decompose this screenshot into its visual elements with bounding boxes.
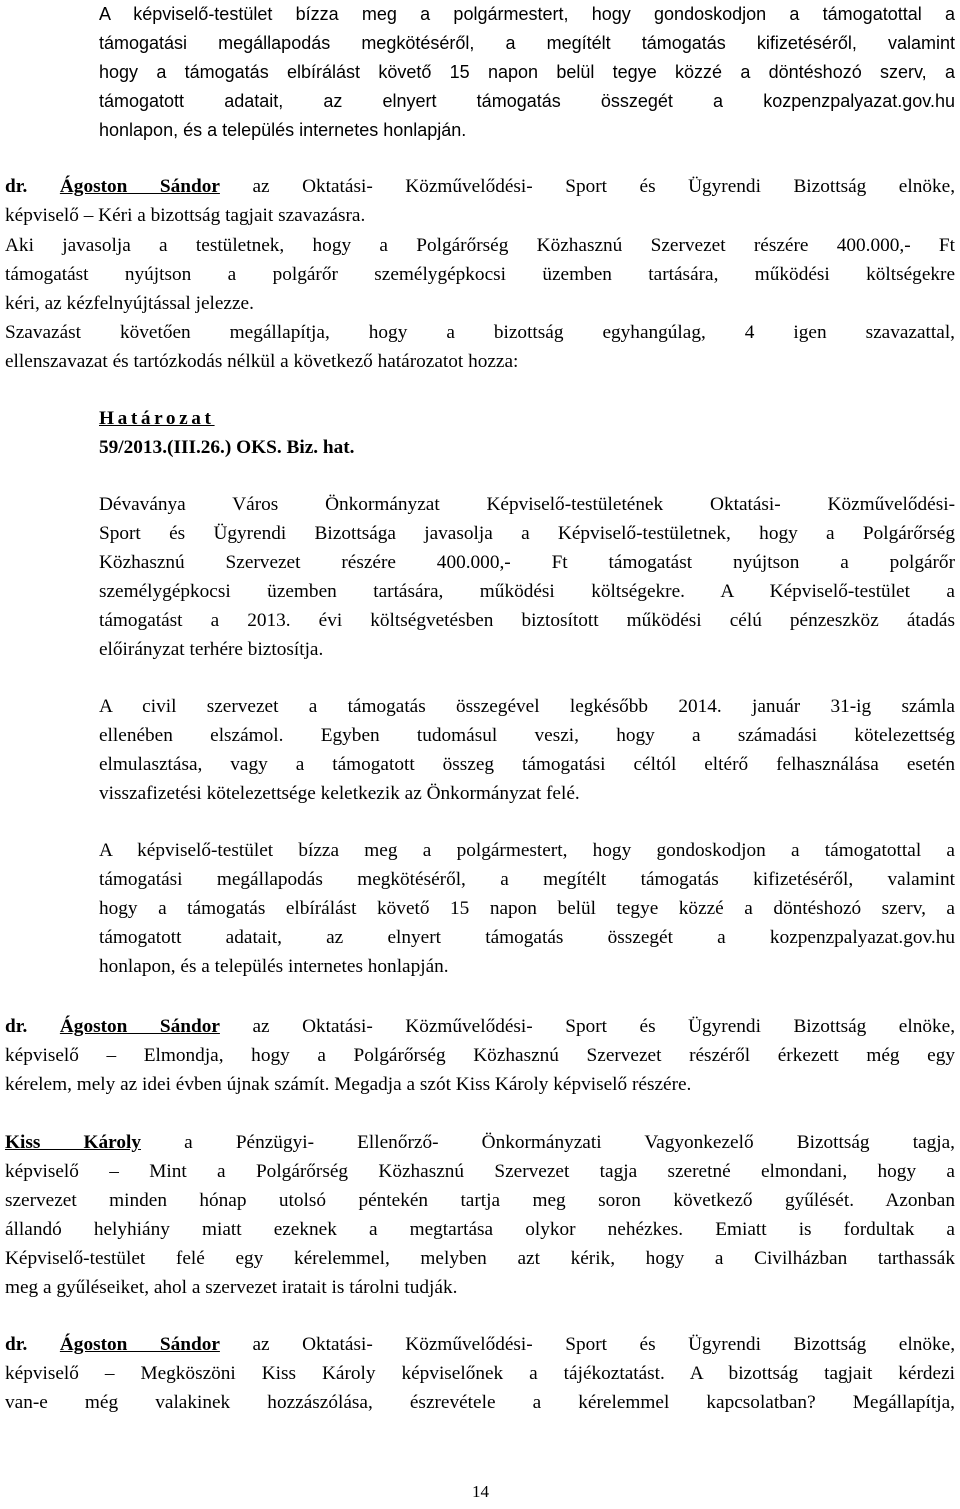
speaker-dr: dr. bbox=[5, 1334, 28, 1355]
speaker-line bbox=[5, 172, 955, 201]
res-para2-line: ellenében elszámol. Egyben tudomásul veszi, hogy a számadási kötelezettség bbox=[99, 725, 955, 746]
para2-line: kéri, az kézfelnyújtással jelezze. bbox=[5, 293, 254, 314]
speaker-name: Ágoston Sándor bbox=[59, 176, 220, 197]
para1-line: honlapon, és a település internetes honlapján. bbox=[99, 120, 467, 140]
resolution-heading: Határozat bbox=[99, 408, 215, 429]
speaker-role: az Oktatási- Közművelődési- Sport és Ügyrendi Bizottság elnöke, bbox=[252, 1016, 956, 1037]
res-para1-line: Közhasznú Szervezet részére 400.000,- Ft támogatást nyújtson a polgárőr bbox=[99, 552, 955, 573]
para4-line: állandó helyhiány miatt ezeknek a megtartása olykor nehézkes. Emiatt is fordultak a bbox=[5, 1219, 955, 1240]
res-para1-line: Sport és Ügyrendi Bizottsága javasolja a Képviselő-testületnek, hogy a Polgárőrség bbox=[99, 523, 955, 544]
para5-line: van-e még valakinek hozzászólása, észrevétele a kérelemmel kapcsolatban? Megállapítja, bbox=[5, 1392, 955, 1413]
para3-line: kérelem, mely az idei évben újnak számít. Megadja a szót Kiss Károly képviselő részére. bbox=[5, 1074, 692, 1095]
res-para2-line: elmulasztása, vagy a támogatott összeg támogatási céltól eltérő felhasználása esetén bbox=[99, 754, 955, 775]
speaker-dr: dr. bbox=[5, 1016, 28, 1037]
para2-line: ellenszavazat és tartózkodás nélkül a következő határozatot hozza: bbox=[5, 351, 519, 372]
para2-line: Szavazást követően megállapítja, hogy a bizottság egyhangúlag, 4 igen szavazattal, bbox=[5, 322, 955, 343]
para4-line: képviselő – Mint a Polgárőrség Közhasznú Szervezet tagja szeretné elmondani, hogy a bbox=[5, 1161, 955, 1182]
res-para2-line: visszafizetési kötelezettsége keletkezik az Önkormányzat felé. bbox=[99, 783, 580, 804]
para4-line: szervezet minden hónap utolsó péntekén tartja meg soron következő gyűlését. Azonban bbox=[5, 1190, 955, 1211]
speaker-name: Kiss Károly bbox=[5, 1132, 141, 1153]
para5-line: képviselő – Megköszöni Kiss Károly képviselőnek a tájékoztatást. A bizottság tagjait kérdezi bbox=[5, 1363, 955, 1384]
res-para3-line: támogatott adatait, az elnyert támogatás összegét a kozpenzpalyazat.gov.hu bbox=[99, 927, 955, 948]
res-para3-line: hogy a támogatás elbírálást követő 15 napon belül tegye közzé a döntéshozó szerv, a bbox=[99, 898, 955, 919]
para1-line: hogy a támogatás elbírálást követő 15 napon belül tegye közzé a döntéshozó szerv, a bbox=[99, 62, 955, 82]
res-para1-line: támogatást a 2013. évi költségvetésben biztosított működési célú pénzeszköz átadás bbox=[99, 610, 955, 631]
para1-line: támogatási megállapodás megkötéséről, a megítélt támogatás kifizetéséről, valamint bbox=[99, 33, 955, 53]
speaker-role: az Oktatási- Közművelődési- Sport és Ügyrendi Bizottság elnöke, bbox=[252, 1334, 956, 1355]
res-para1-line: előirányzat terhére biztosítja. bbox=[99, 639, 324, 660]
speaker-line bbox=[5, 1330, 955, 1359]
res-para3-line: támogatási megállapodás megkötéséről, a megítélt támogatás kifizetéséről, valamint bbox=[99, 869, 955, 890]
para1-line: támogatott adatait, az elnyert támogatás összegét a kozpenzpalyazat.gov.hu bbox=[99, 91, 955, 111]
para2-line: Aki javasolja a testületnek, hogy a Polgárőrség Közhasznú Szervezet részére 400.000,- Ft bbox=[5, 235, 955, 256]
para1-line: A képviselő-testület bízza meg a polgármestert, hogy gondoskodjon a támogatottal a bbox=[99, 4, 955, 24]
page-number: 14 bbox=[472, 1482, 489, 1501]
speaker-line bbox=[5, 1012, 955, 1041]
res-para1-line: Dévaványa Város Önkormányzat Képviselő-testületének Oktatási- Közművelődési- bbox=[99, 494, 955, 515]
speaker-role: a Pénzügyi- Ellenőrző- Önkormányzati Vagyonkezelő Bizottság tagja, bbox=[184, 1132, 955, 1153]
para2-line: képviselő – Kéri a bizottság tagjait szavazásra. bbox=[5, 205, 366, 226]
res-para1-line: személygépkocsi üzemben tartására, működési költségekre. A Képviselő-testület a bbox=[99, 581, 955, 602]
para3-line: képviselő – Elmondja, hogy a Polgárőrség Közhasznú Szervezet részéről érkezett még egy bbox=[5, 1045, 955, 1066]
speaker-dr: dr. bbox=[5, 176, 28, 197]
speaker-name: Ágoston Sándor bbox=[59, 1016, 220, 1037]
para4-line: meg a gyűléseiket, ahol a szervezet iratait is tárolni tudják. bbox=[5, 1277, 458, 1298]
resolution-number: 59/2013.(III.26.) OKS. Biz. hat. bbox=[99, 437, 355, 458]
speaker-role: az Oktatási- Közművelődési- Sport és Ügyrendi Bizottság elnöke, bbox=[252, 176, 956, 197]
para2-line: támogatást nyújtson a polgárőr személygépkocsi üzemben tartására, működési költségekre bbox=[5, 264, 955, 285]
res-para3-line: A képviselő-testület bízza meg a polgármestert, hogy gondoskodjon a támogatottal a bbox=[99, 840, 955, 861]
para4-line: Képviselő-testület felé egy kérelemmel, melyben azt kérik, hogy a Civilházban tarthassák bbox=[5, 1248, 955, 1269]
res-para3-line: honlapon, és a település internetes honlapján. bbox=[99, 956, 449, 977]
res-para2-line: A civil szervezet a támogatás összegével legkésőbb 2014. január 31-ig számla bbox=[99, 696, 955, 717]
speaker-line bbox=[5, 1128, 955, 1157]
speaker-name: Ágoston Sándor bbox=[59, 1334, 220, 1355]
